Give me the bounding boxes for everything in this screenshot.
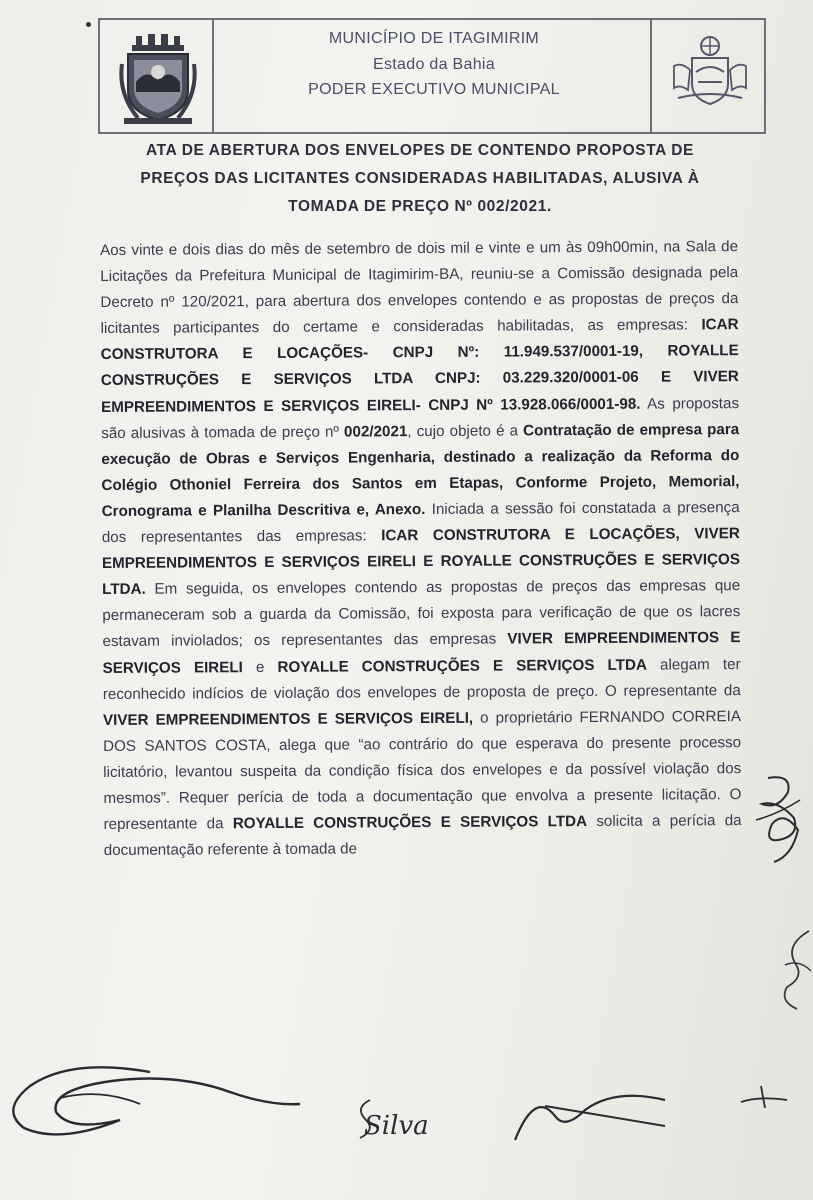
- body-text-segment: Iniciada a sessão foi constatada a presença dos representantes das empresas:: [101, 499, 740, 547]
- body-text-segment: solicita a perícia da documentação referente à tomada de: [103, 812, 742, 860]
- body-bold-segment: VIVER EMPREENDIMENTOS E SERVIÇOS EIRELI: [102, 629, 741, 677]
- municipal-crest-icon: [118, 34, 198, 126]
- header-executive-power: PODER EXECUTIVO MUNICIPAL: [308, 81, 560, 98]
- body-text-segment: Aos vinte e dois dias do mês de setembro de dois mil e vinte e um às 09h00min, na Sala de Licitações da Prefeitura Municipal de Itagimirim-BA, reuniu-se a Comissão designada pela Decreto nº 120/2021, para abertura dos envelopes contendo e as propostas de preços da licitantes participantes do certame e consideradas habilitadas, as empresas:: [100, 238, 739, 338]
- signature-small-right: [735, 1078, 795, 1118]
- body-bold-segment: 002/2021: [343, 422, 408, 441]
- signature-left: [0, 1058, 310, 1150]
- body-bold-segment: Contratação de empresa para execução de Obras e Serviços Engenharia, destinado a realização da Reforma do Colégio Othoniel Ferreira dos Santos em Etapas, Conforme Projeto, Memorial, Cronograma e Planilha Descritiva e, Anexo.: [101, 420, 740, 520]
- body-text-segment: , cujo objeto é a: [407, 422, 524, 440]
- minutes-body: [100, 234, 742, 864]
- signature-middle-text: Silva: [364, 1111, 429, 1141]
- body-bold-segment: ICAR CONSTRUTORA E LOCAÇÕES- CNPJ Nº: 11.949.537/0001-19, ROYALLE CONSTRUÇÕES E SERVIÇOS LTDA CNPJ: 03.229.320/0001-06 E VIVER EMPREENDIMENTOS E SERVIÇOS EIRELI- CNPJ Nº 13.928.066/0001-98.: [100, 316, 739, 416]
- body-bold-segment: VIVER EMPREENDIMENTOS E SERVIÇOS EIRELI,: [102, 709, 474, 729]
- body-bold-segment: ROYALLE CONSTRUÇÕES E SERVIÇOS LTDA: [277, 656, 647, 676]
- body-bold-segment: ROYALLE CONSTRUÇÕES E SERVIÇOS LTDA: [232, 813, 588, 833]
- signature-right: [505, 1080, 675, 1150]
- state-crest-icon: [668, 32, 752, 108]
- body-text-segment: alegam ter reconhecido indícios de violação dos envelopes de proposta de preço. O representante da: [102, 655, 741, 703]
- header-state: Estado da Bahia: [373, 56, 495, 73]
- body-text-segment: o proprietário FERNANDO CORREIA DOS SANTOS COSTA, alega que “ao contrário do que esperava do presente processo licitatório, levantou suspeita da condição física dos envelopes e da possível violação dos mesmos”. Requer perícia de toda a documentação que envolva a presente licitação. O representante da: [103, 707, 742, 834]
- margin-initials-signature: [775, 925, 813, 1015]
- document-title-line-1: ATA DE ABERTURA DOS ENVELOPES DE CONTENDO PROPOSTA DE: [146, 142, 694, 159]
- body-text-segment: e: [242, 658, 278, 676]
- margin-initials-signature: [748, 770, 808, 870]
- body-text-segment: As propostas são alusivas à tomada de preço nº: [101, 394, 740, 442]
- ink-dot: [86, 22, 91, 27]
- header-municipality: MUNICÍPIO DE ITAGIMIRIM: [328, 30, 540, 47]
- document-title-line-2: PREÇOS DAS LICITANTES CONSIDERADAS HABILITADAS, ALUSIVA À: [140, 170, 700, 187]
- signature-middle: [350, 1090, 440, 1150]
- body-bold-segment: ICAR CONSTRUTORA E LOCAÇÕES, VIVER EMPREENDIMENTOS E SERVIÇOS EIRELI E ROYALLE CONSTRUÇÕES E SERVIÇOS LTDA.: [101, 525, 741, 599]
- document-title-line-3: TOMADA DE PREÇO Nº 002/2021.: [288, 198, 552, 215]
- body-text-segment: Em seguida, os envelopes contendo as propostas de preços das empresas que permaneceram sob a guarda da Comissão, foi exposta para verificação de que os lacres estavam inviolados; os representantes das empresas: [102, 577, 741, 651]
